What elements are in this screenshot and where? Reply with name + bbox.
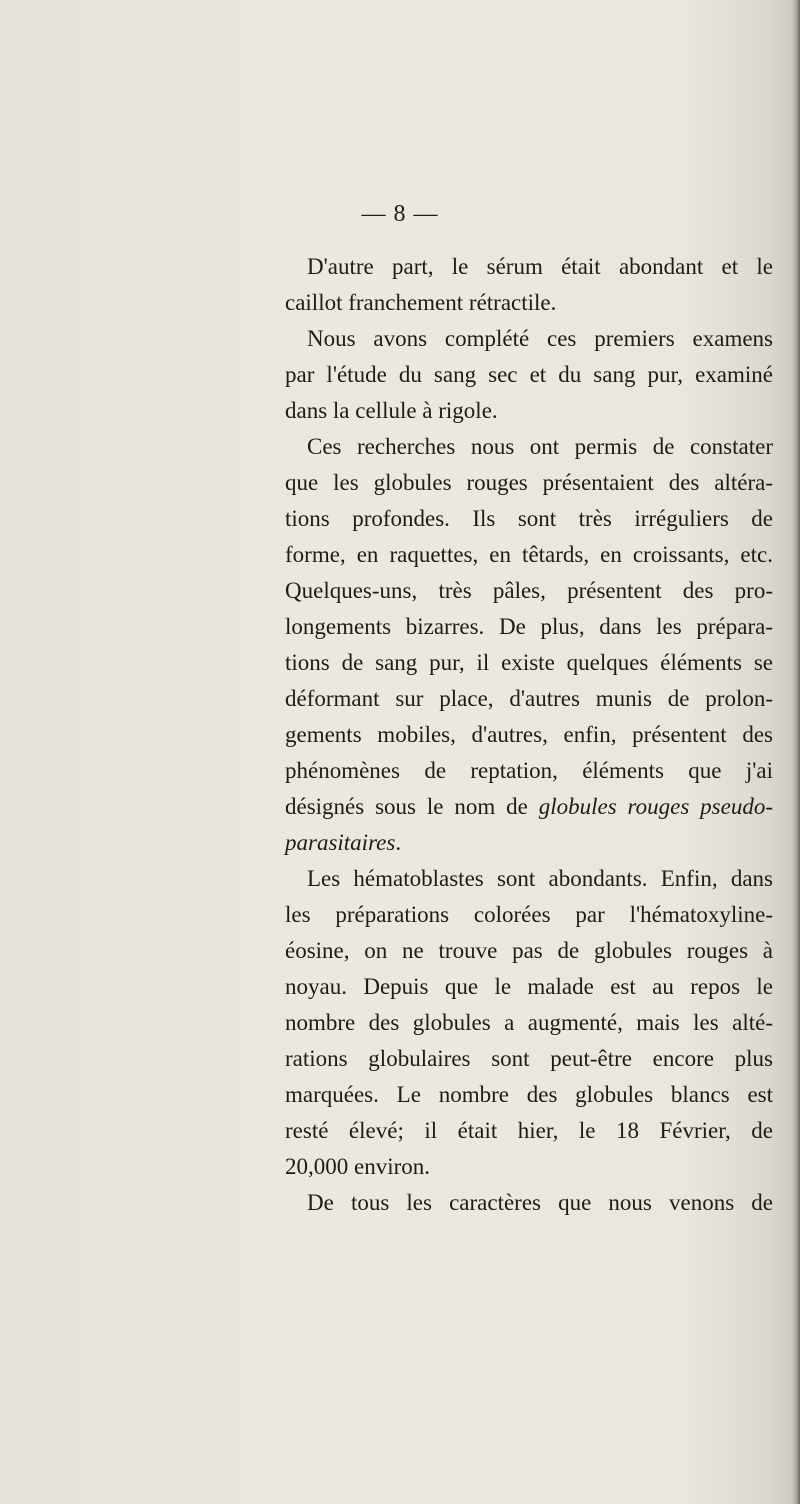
text-line: que les globules rouges présentaient des altéra- [285,470,773,495]
text-line: Les hématoblastes sont abondants. Enfin, dans [307,866,773,891]
text-line: tions profondes. Ils sont très irréguliers de [285,506,773,531]
text-line: par l'étude du sang sec et du sang pur, examiné [285,362,773,387]
text-line: longements bizarres. De plus, dans les prépara- [285,614,773,639]
text-line: rations globulaires sont peut-être encore plus [285,1046,773,1071]
text-line: nombre des globules a augmenté, mais les alté- [285,1010,773,1035]
text-line: D'autre part, le sérum était abondant et le [307,254,773,279]
text-line: forme, en raquettes, en têtards, en croissants, etc. [285,542,773,567]
text-line: tions de sang pur, il existe quelques éléments se [285,650,773,675]
page-edge-shadow [792,0,800,1504]
text-line: caillot franchement rétractile. [285,290,557,315]
italic-text-run: parasitaires [285,830,396,855]
text-line: Ces recherches nous ont permis de constater [307,434,773,459]
text-line: éosine, on ne trouve pas de globules rouges à [285,938,773,963]
page-number: — 8 — [361,201,439,227]
italic-text-run: globules rouges pseudo- [538,794,773,819]
text-line: De tous les caractères que nous venons de [307,1190,773,1215]
text-line: noyau. Depuis que le malade est au repos le [285,974,773,999]
text-line: 20,000 environ. [285,1154,431,1179]
text-line: déformant sur place, d'autres munis de prolon- [285,686,773,711]
text-line [285,825,773,861]
text-line: gements mobiles, d'autres, enfin, présentent des [285,722,773,747]
text-run: désignés sous le nom de [285,794,539,819]
text-line: resté élevé; il était hier, le 18 Février, de [285,1118,773,1143]
text-line: Nous avons complété ces premiers examens [307,326,773,351]
text-line [285,789,773,825]
text-line: Quelques-uns, très pâles, présentent des pro- [285,578,773,603]
text-line: les préparations colorées par l'hématoxyline- [285,902,773,927]
text-line: phénomènes de reptation, éléments que j'ai [285,758,773,783]
body-text [285,249,773,1221]
text-line: marquées. Le nombre des globules blancs est [285,1082,773,1107]
text-line: dans la cellule à rigole. [285,398,498,423]
text-run: . [395,830,402,855]
